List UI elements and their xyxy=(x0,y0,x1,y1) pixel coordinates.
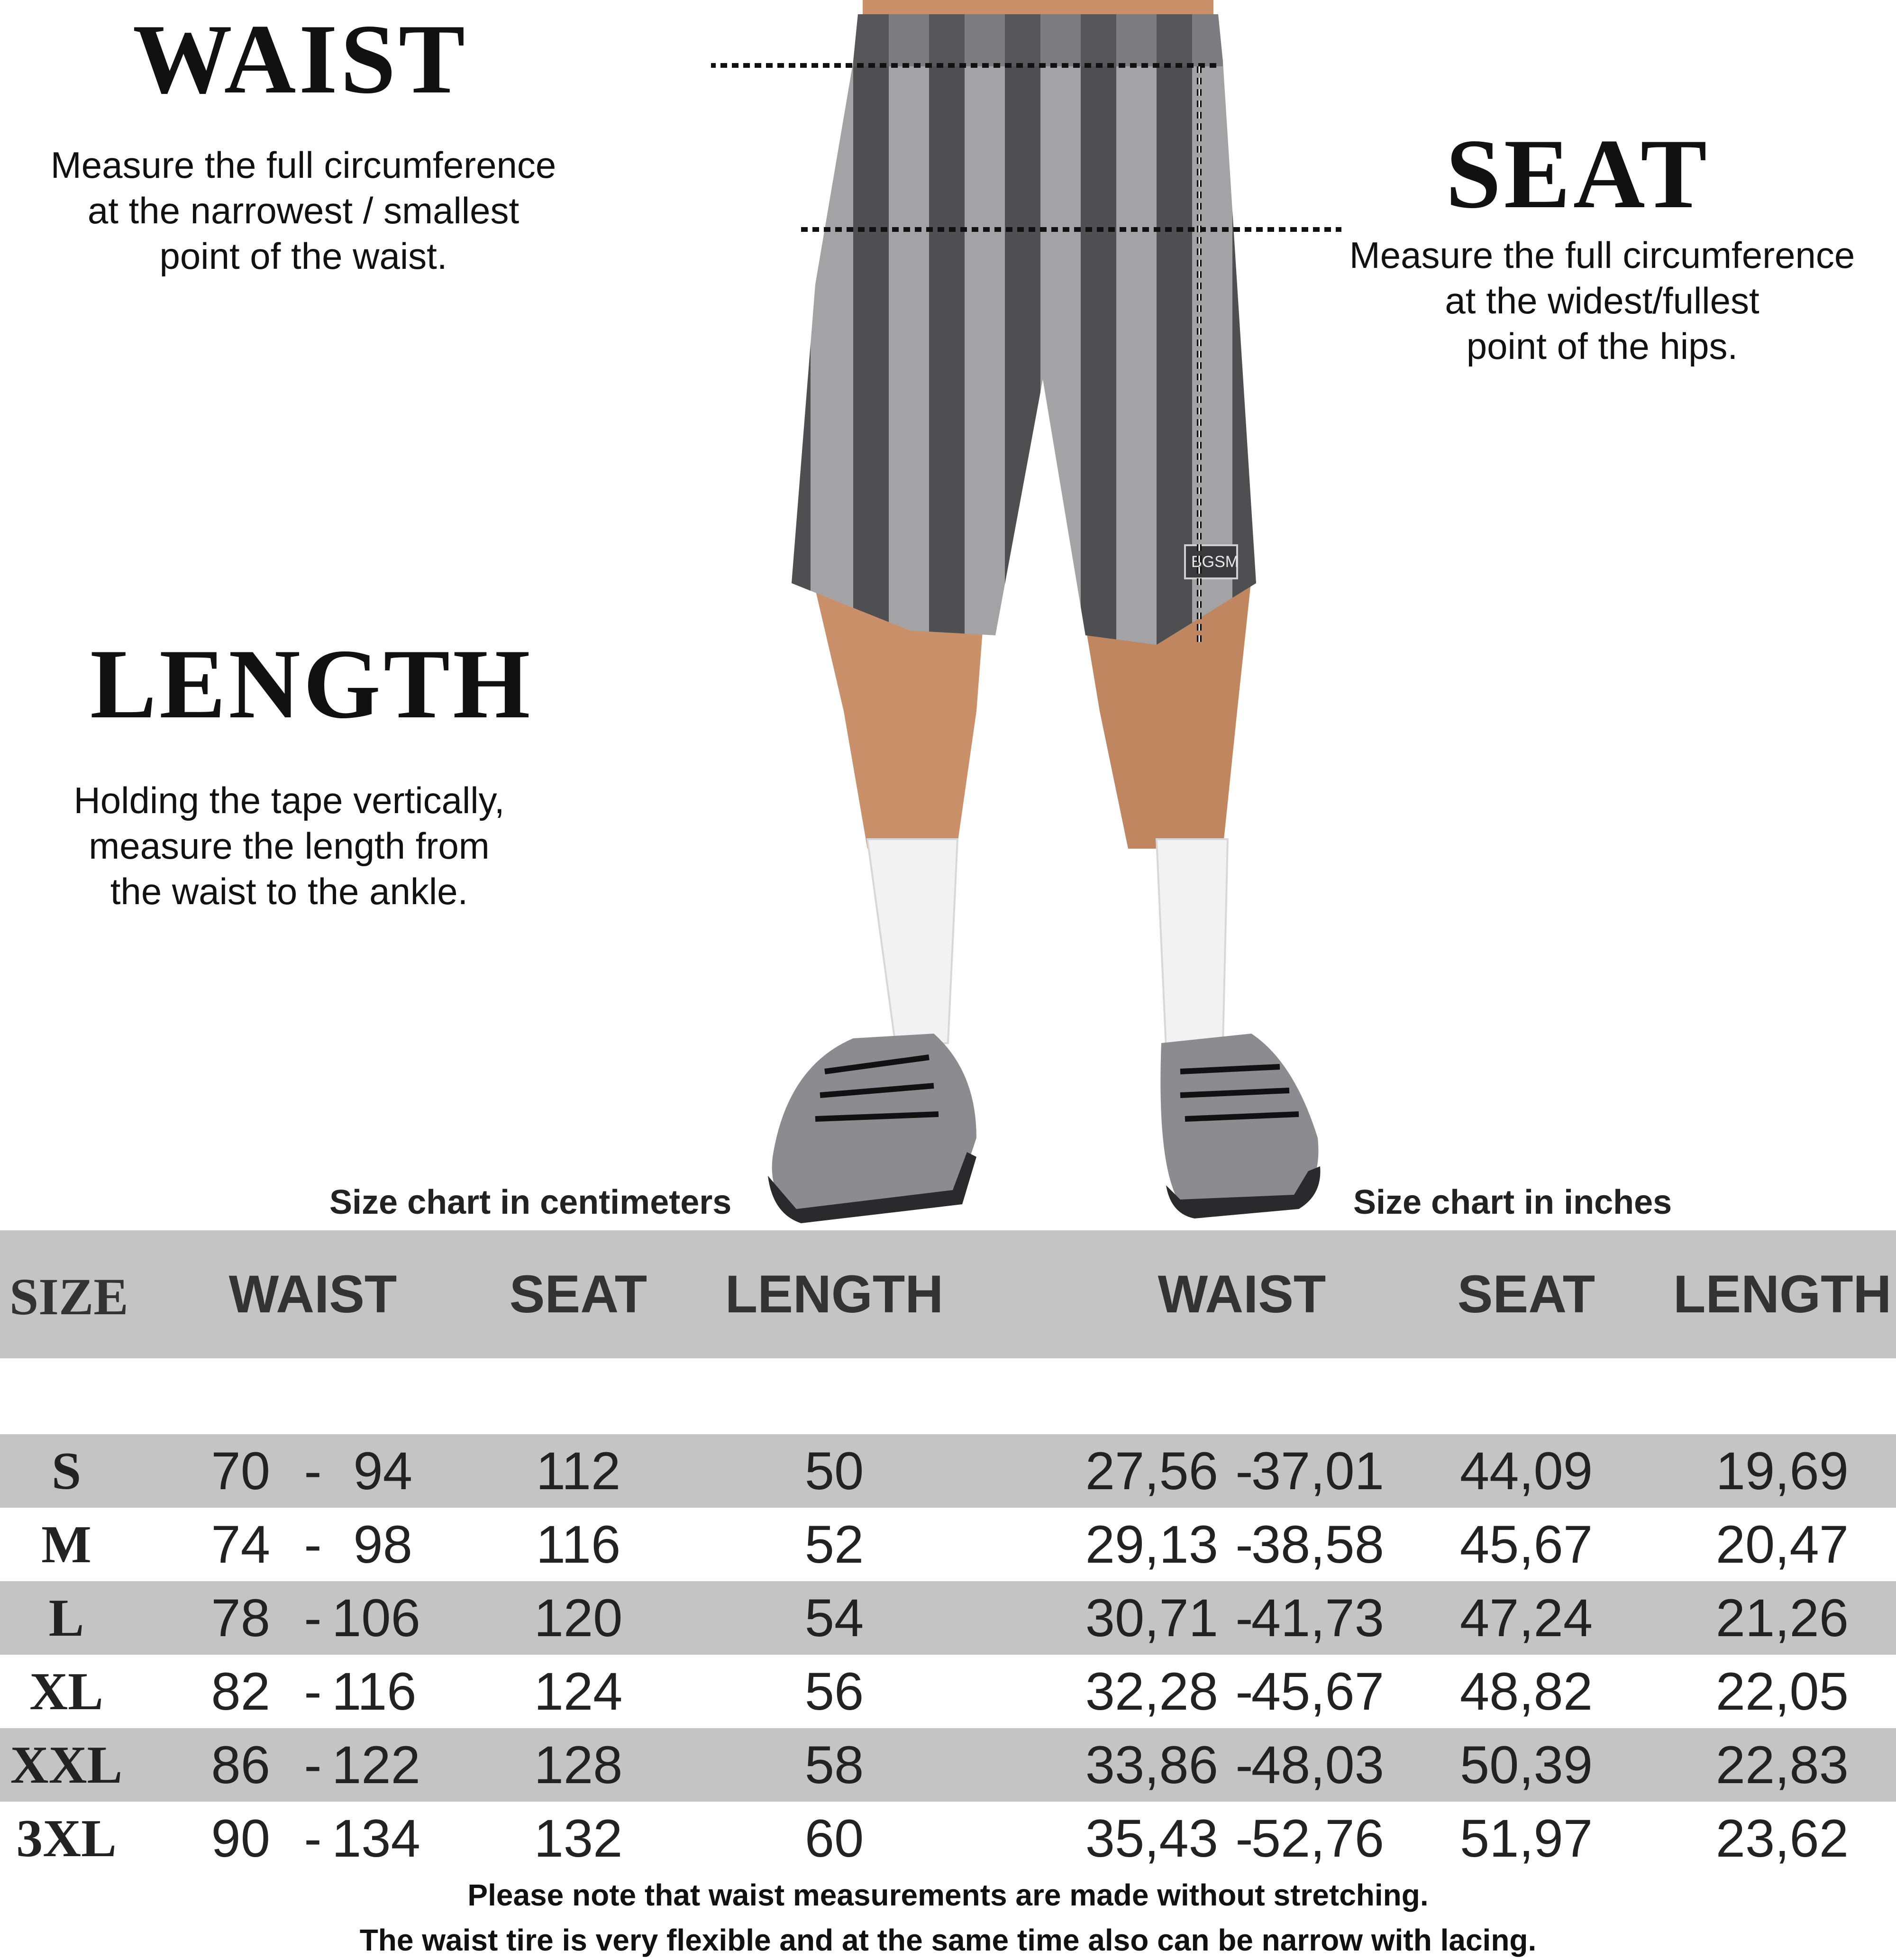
cell-in-seat: 47,24 xyxy=(1459,1588,1593,1648)
cell-size: S xyxy=(51,1442,82,1501)
cell-cm-seat: 116 xyxy=(536,1515,621,1574)
range-separator: - xyxy=(1235,1441,1253,1501)
length-description-line: measure the length from xyxy=(89,825,490,867)
cell-cm-seat: 112 xyxy=(536,1441,621,1501)
caption-centimeters: Size chart in centimeters xyxy=(329,1183,732,1221)
cell-in-length: 19,69 xyxy=(1715,1441,1849,1501)
note-stretching: Please note that waist measurements are made without stretching. xyxy=(467,1878,1429,1912)
cell-in-waist-min: 33,86 xyxy=(1085,1735,1218,1795)
cell-in-waist-min: 32,28 xyxy=(1085,1662,1218,1721)
cell-cm-waist-max: 122 xyxy=(332,1735,420,1795)
seat-description-line: point of the hips. xyxy=(1466,325,1738,367)
cell-in-waist-max: 48,03 xyxy=(1251,1735,1384,1795)
length-heading: LENGTH xyxy=(90,629,533,739)
cell-in-length: 23,62 xyxy=(1715,1809,1849,1868)
cell-cm-seat: 120 xyxy=(534,1588,623,1648)
waist-heading: WAIST xyxy=(133,4,468,114)
cell-in-waist-min: 27,56 xyxy=(1085,1441,1218,1501)
header-cm-length: LENGTH xyxy=(725,1264,944,1324)
left-sneaker-icon xyxy=(768,1034,976,1223)
seat-heading: SEAT xyxy=(1446,119,1710,229)
header-size: SIZE xyxy=(9,1268,128,1326)
waist-description xyxy=(0,142,607,279)
cell-in-length: 21,26 xyxy=(1715,1588,1849,1648)
cell-in-seat: 51,97 xyxy=(1459,1809,1593,1868)
cell-in-waist-min: 29,13 xyxy=(1085,1515,1218,1574)
cell-in-length: 22,83 xyxy=(1715,1735,1849,1795)
cell-in-seat: 45,67 xyxy=(1459,1515,1593,1574)
range-separator: - xyxy=(304,1735,322,1795)
range-separator: - xyxy=(1235,1809,1253,1868)
cell-cm-length: 50 xyxy=(804,1441,864,1501)
range-separator: - xyxy=(304,1809,322,1868)
range-separator: - xyxy=(304,1588,322,1648)
cell-cm-length: 56 xyxy=(804,1662,864,1721)
left-sock xyxy=(867,839,957,1048)
cell-cm-waist-min: 78 xyxy=(211,1588,270,1648)
cell-in-seat: 48,82 xyxy=(1459,1662,1593,1721)
range-separator: - xyxy=(1235,1588,1253,1648)
waist-description-line: at the narrowest / smallest xyxy=(87,190,520,231)
note-lacing: The waist tire is very flexible and at the same time also can be narrow with lacing. xyxy=(359,1923,1537,1957)
right-sneaker-icon xyxy=(1160,1034,1320,1218)
cell-cm-seat: 124 xyxy=(534,1662,623,1721)
header-in-waist: WAIST xyxy=(1158,1264,1326,1324)
waist-description-line: point of the waist. xyxy=(159,235,447,277)
shorts-patch-label: BGSM xyxy=(1191,553,1239,571)
waist-description-line: Measure the full circumference xyxy=(50,144,556,186)
right-sock xyxy=(1157,839,1228,1048)
cell-cm-seat: 132 xyxy=(534,1809,623,1868)
cell-size: L xyxy=(48,1589,84,1648)
range-separator: - xyxy=(304,1662,322,1721)
seat-description-line: at the widest/fullest xyxy=(1445,280,1759,321)
cell-in-waist-max: 52,76 xyxy=(1251,1809,1384,1868)
cell-cm-waist-max: 116 xyxy=(332,1662,417,1721)
cell-in-waist-max: 38,58 xyxy=(1251,1515,1384,1574)
cell-in-waist-min: 30,71 xyxy=(1085,1588,1218,1648)
seat-description-line: Measure the full circumference xyxy=(1349,234,1855,276)
cell-in-waist-max: 45,67 xyxy=(1251,1662,1384,1721)
cell-cm-waist-max: 94 xyxy=(353,1441,412,1501)
header-cm-seat: SEAT xyxy=(509,1264,647,1324)
cell-cm-length: 54 xyxy=(804,1588,864,1648)
caption-inches: Size chart in inches xyxy=(1353,1183,1672,1221)
header-in-seat: SEAT xyxy=(1457,1264,1595,1324)
cell-in-waist-min: 35,43 xyxy=(1085,1809,1218,1868)
range-separator: - xyxy=(1235,1735,1253,1795)
cell-in-waist-max: 41,73 xyxy=(1251,1588,1384,1648)
cell-cm-waist-max: 134 xyxy=(332,1809,420,1868)
length-description xyxy=(0,778,578,914)
cell-cm-waist-max: 106 xyxy=(332,1588,420,1648)
cell-cm-waist-min: 90 xyxy=(211,1809,270,1868)
cell-in-seat: 50,39 xyxy=(1459,1735,1593,1795)
range-separator: - xyxy=(304,1515,322,1574)
cell-size: M xyxy=(41,1515,91,1574)
range-separator: - xyxy=(1235,1662,1253,1721)
range-separator: - xyxy=(1235,1515,1253,1574)
cell-cm-seat: 128 xyxy=(534,1735,623,1795)
cell-cm-length: 58 xyxy=(804,1735,864,1795)
cell-in-length: 22,05 xyxy=(1715,1662,1849,1721)
cell-size: 3XL xyxy=(16,1809,117,1868)
range-separator: - xyxy=(304,1441,322,1501)
cell-in-waist-max: 37,01 xyxy=(1251,1441,1384,1501)
cell-cm-waist-min: 86 xyxy=(211,1735,270,1795)
length-description-line: the waist to the ankle. xyxy=(110,870,468,912)
cell-in-seat: 44,09 xyxy=(1459,1441,1593,1501)
header-in-length: LENGTH xyxy=(1673,1264,1892,1324)
product-figure xyxy=(711,0,1375,1233)
cell-size: XL xyxy=(29,1662,103,1721)
cell-cm-waist-min: 70 xyxy=(211,1441,270,1501)
cell-size: XXL xyxy=(10,1736,123,1795)
cell-in-length: 20,47 xyxy=(1715,1515,1849,1574)
seat-description xyxy=(1308,232,1896,369)
cell-cm-waist-max: 98 xyxy=(353,1515,412,1574)
cell-cm-length: 60 xyxy=(804,1809,864,1868)
cell-cm-length: 52 xyxy=(804,1515,864,1574)
cell-cm-waist-min: 82 xyxy=(211,1662,270,1721)
header-cm-waist: WAIST xyxy=(228,1264,397,1324)
cell-cm-waist-min: 74 xyxy=(211,1515,270,1574)
length-description-line: Holding the tape vertically, xyxy=(73,779,505,821)
